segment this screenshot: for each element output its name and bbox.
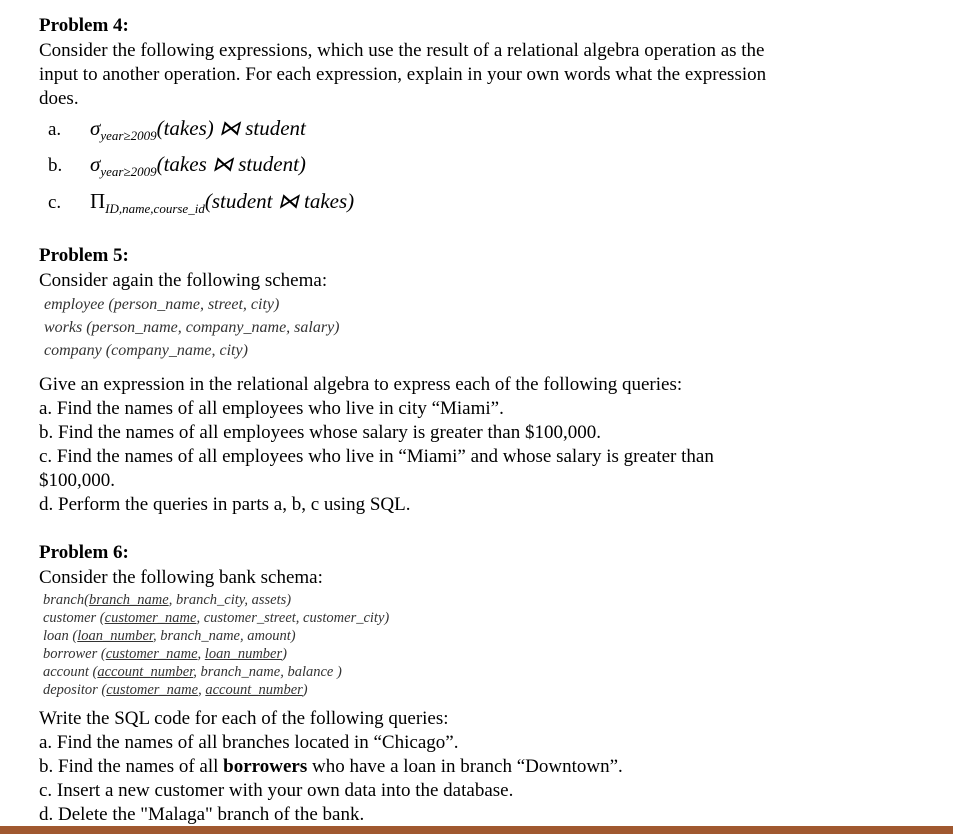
bold-term: borrowers [223,756,308,777]
expression-subscript: year≥2009 [100,164,157,179]
schema-line-branch [43,592,291,609]
pi-operator: Π [90,189,106,213]
relation-name: depositor [43,682,98,698]
paren: ( [84,592,89,608]
problem-6-intro: Consider the following bank schema: [39,567,323,588]
expression-c [48,189,354,214]
expression-label: a. [48,119,62,140]
attributes: ) [282,646,287,662]
schema-line-customer [43,610,389,627]
attributes: , branch_name, amount) [152,628,296,644]
text-run: b. Find the names of all [39,756,224,777]
relation-name: branch [43,592,85,608]
comma: , [198,682,206,698]
relation-name: customer [43,610,97,626]
primary-key: customer_name [106,682,199,698]
expression-body: (student ⋈ takes) [204,189,355,213]
relation-name: account [43,664,89,680]
primary-key: loan_number [77,628,153,644]
paren: ( [68,628,78,644]
text-line: d. Perform the queries in parts a, b, c using SQL. [39,494,411,515]
expression-label: c. [48,192,62,213]
text-line: d. Delete the "Malaga" branch of the bank. [39,804,365,825]
relation-name: borrower [43,646,98,662]
text-line: a. Find the names of all employees who live in city “Miami”. [39,398,504,419]
primary-key: account_number [97,664,194,680]
primary-key: account_number [205,682,303,698]
text-line: c. Find the names of all employees who live in “Miami” and whose salary is greater than [39,446,714,467]
paren: ( [97,646,106,662]
problem-6-queries [39,707,623,827]
primary-key: branch_name [88,592,169,608]
text-line: a. Find the names of all branches located in “Chicago”. [39,732,459,753]
expression-label: b. [48,155,63,176]
schema-line: company (company_name, city) [44,342,248,359]
attributes: ) [302,682,308,698]
expression-body: (takes) ⋈ student [156,116,306,140]
expression-subscript: year≥2009 [100,128,157,143]
relation-name: loan [43,628,69,644]
schema-line-loan [43,628,296,645]
text-line: Write the SQL code for each of the following queries: [39,708,449,729]
sigma-operator: σ [90,116,101,140]
sigma-operator: σ [90,152,101,176]
schema-line-borrower [43,646,287,663]
text-line: Consider the following expressions, which use the result of a relational algebra operation as the [39,40,765,61]
text-run: who have a loan in branch “Downtown”. [307,756,623,777]
expression-b [48,152,306,177]
schema-line-depositor [43,682,308,699]
problem-4-intro [39,39,766,111]
text-line [39,755,623,779]
text-line: input to another operation. For each expression, explain in your own words what the expression [39,64,767,85]
problem-4-title: Problem 4: [39,15,129,36]
comma: , [197,646,205,662]
schema-line: employee (person_name, street, city) [44,296,280,313]
attributes: , customer_street, customer_city) [196,610,390,626]
footer-bar [0,826,953,834]
paren: ( [88,664,98,680]
expression-body: (takes ⋈ student) [156,152,306,176]
problem-6-title: Problem 6: [39,542,129,563]
paren: ( [96,610,105,626]
primary-key: customer_name [104,610,197,626]
attributes: , branch_name, balance ) [193,664,342,680]
text-line: b. Find the names of all employees whose salary is greater than $100,000. [39,422,601,443]
expression-subscript: ID,name,course_id [105,201,205,216]
expression-a [48,116,306,141]
text-line: does. [39,88,79,109]
attributes: , branch_city, assets) [168,592,292,608]
text-line: Give an expression in the relational algebra to express each of the following queries: [39,374,683,395]
paren: ( [97,682,107,698]
problem-5-intro: Consider again the following schema: [39,270,328,291]
schema-line: works (person_name, company_name, salary) [44,319,340,336]
schema-line-account [43,664,342,681]
problem-5-title: Problem 5: [39,245,129,266]
text-line: $100,000. [39,470,115,491]
primary-key: loan_number [204,646,283,662]
primary-key: customer_name [105,646,198,662]
text-line: c. Insert a new customer with your own data into the database. [39,780,514,801]
problem-5-queries [39,373,714,517]
